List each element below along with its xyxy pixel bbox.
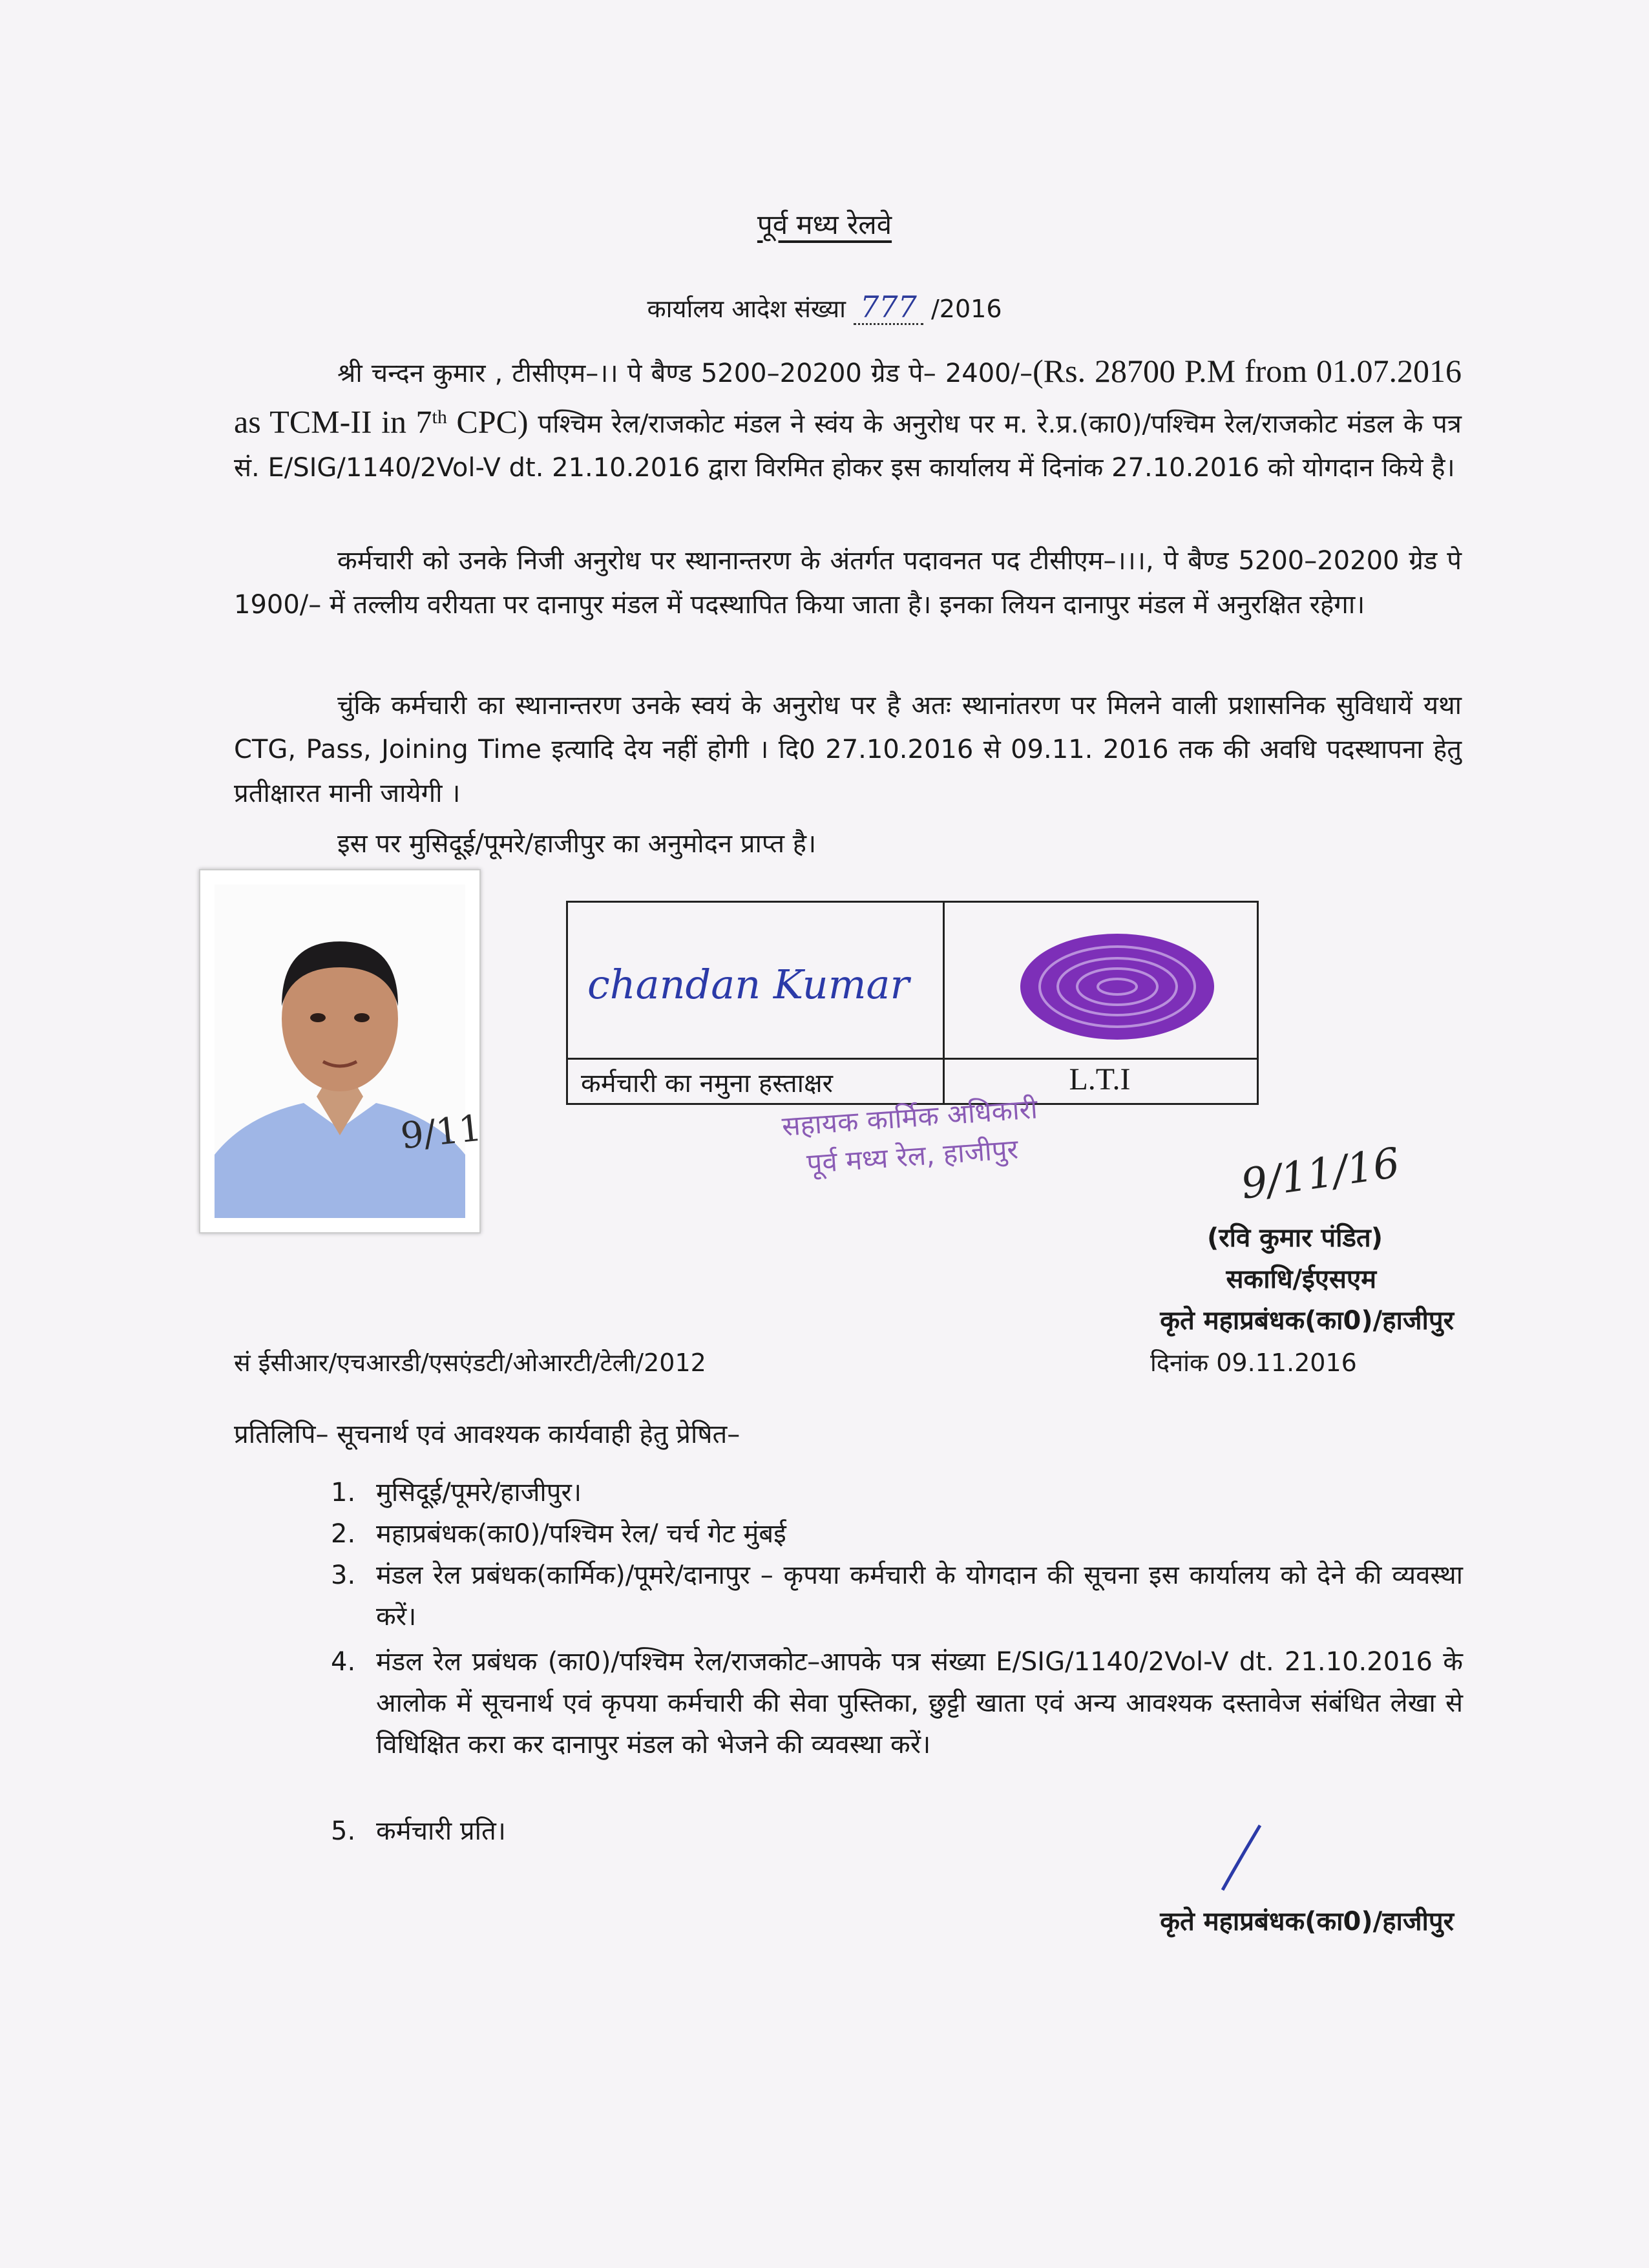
para1-part-b: (Rs. 28700 P.M from 01.07.2016 as TCM-II in 7 bbox=[234, 353, 1462, 440]
officer-signature: 9/11/16 bbox=[1238, 1139, 1403, 1209]
list-item-number: 5. bbox=[331, 1816, 356, 1846]
box-horizontal-divider bbox=[568, 1058, 1257, 1060]
paragraph-2: कर्मचारी को उनके निजी अनुरोध पर स्थानान्तरण के अंतर्गत पदावनत पद टीसीएम–।।।, पे बैण्ड 5200–20200 ग्रेड पे 1900/– में तल्लीय वरीयता पर दानापुर मंडल में पदस्थापित किया जाता है। इनका लियन दानापुर मंडल में अनुरक्षित रहेगा। bbox=[234, 546, 1462, 620]
list-item-text: मंडल रेल प्रबंधक (का0)/पश्चिम रेल/राजकोट–आपके पत्र संख्या E/SIG/1140/2Vol-V dt. 21.10.2016 के आलोक में सूचनार्थ एवं कृपया कर्मचारी की सेवा पुस्तिका, छुट्टी खाता एवं अन्य आवश्यक दस्तावेज संबंधित लेखा से विधिक्षित करा कर दानापुर मंडल को भेजने की व्यवस्था करें। bbox=[376, 1647, 1463, 1759]
list-item bbox=[331, 1555, 1463, 1637]
specimen-box bbox=[566, 901, 1259, 1105]
copy-to-heading: प्रतिलिपि– सूचनार्थ एवं आवश्यक कार्यवाही हेतु प्रेषित– bbox=[234, 1420, 740, 1449]
footer-signatory-office: कृते महाप्रबंधक(का0)/हाजीपुर bbox=[1160, 1907, 1454, 1937]
portrait-image bbox=[200, 870, 479, 1232]
footer-signature-mark bbox=[1215, 1822, 1266, 1896]
signatory-name: (रवि कुमार पंडित) bbox=[1206, 1223, 1383, 1253]
list-item-text: मुसिदूई/पूमरे/हाजीपुर। bbox=[376, 1478, 582, 1507]
order-number: 777 bbox=[860, 289, 917, 324]
list-item bbox=[331, 1641, 1463, 1807]
list-item-text: महाप्रबंधक(का0)/पश्चिम रेल/ चर्च गेट मुंबई bbox=[376, 1519, 786, 1549]
paragraph-4: इस पर मुसिदूई/पूमरे/हाजीपुर का अनुमोदन प्राप्त है। bbox=[337, 829, 817, 859]
list-item-text: मंडल रेल प्रबंधक(कार्मिक)/पूमरे/दानापुर – कृपया कर्मचारी के योगदान की सूचना इस कार्यालय को देने की व्यवस्था करें। bbox=[376, 1560, 1463, 1632]
reference-date: दिनांक 09.11.2016 bbox=[1150, 1349, 1357, 1377]
para1-part-a: श्री चन्दन कुमार , टीसीएम–।। पे बैण्ड 5200–20200 ग्रेड पे– 2400/– bbox=[337, 359, 1033, 388]
para1-sup: th bbox=[432, 406, 447, 428]
list-item-number: 3. bbox=[331, 1560, 356, 1590]
list-item bbox=[331, 1472, 1463, 1513]
para1-part-c: CPC) bbox=[446, 403, 529, 440]
specimen-signature: chandan Kumar bbox=[587, 961, 910, 1008]
para1-part-d: पश्चिम रेल/राजकोट मंडल ने स्वंय के अनुरोध पर म. रे.प्र.(का0)/पश्चिम रेल/राजकोट मंडल के पत्र सं. E/SIG/1140/2Vol-V dt. 21.10.2016 द्वारा विरमित होकर इस कार्यालय में दिनांक 27.10.2016 को योगदान किये है। bbox=[234, 409, 1462, 483]
signature-stroke-icon bbox=[1215, 1822, 1266, 1893]
lti-label: L.T.I bbox=[1069, 1062, 1131, 1097]
signatory-designation: सकाधि/ईएसएम bbox=[1226, 1265, 1376, 1294]
list-item-number: 2. bbox=[331, 1519, 356, 1549]
list-item bbox=[331, 1811, 1463, 1852]
fingerprint-icon bbox=[1014, 929, 1221, 1045]
order-number-line bbox=[0, 289, 1649, 325]
stamp-line-2: पूर्व मध्य रेल, हाजीपुर bbox=[805, 1133, 1020, 1180]
employee-photo bbox=[199, 869, 481, 1234]
thumb-impression bbox=[1014, 929, 1221, 1047]
order-label: कार्यालय आदेश संख्या bbox=[647, 295, 846, 323]
order-year: /2016 bbox=[931, 295, 1002, 323]
list-item-number: 1. bbox=[331, 1478, 356, 1507]
photo-attestation-initials: 9/11 bbox=[398, 1107, 484, 1158]
organization-title: पूर्व मध्य रेलवे bbox=[757, 209, 892, 240]
list-item-text: कर्मचारी प्रति। bbox=[376, 1816, 506, 1846]
paragraph-1 bbox=[234, 349, 1462, 490]
signatory-block bbox=[969, 1217, 1454, 1341]
paragraph-3: चुंकि कर्मचारी का स्थानान्तरण उनके स्वयं के अनुरोध पर है अतः स्थानांतरण पर मिलने वाली प्रशासनिक सुविधायें यथा CTG, Pass, Joining Time इत्यादि देय नहीं होगी । दि0 27.10.2016 से 09.11. 2016 तक की अवधि पदस्थापना हेतु प्रतीक्षारत मानी जायेगी । bbox=[234, 691, 1462, 808]
reference-number: सं ईसीआर/एचआरडी/एसएंडटी/ओआरटी/टेली/2012 bbox=[234, 1349, 706, 1377]
signatory-office: कृते महाप्रबंधक(का0)/हाजीपुर bbox=[1160, 1306, 1454, 1336]
stamp-line-1: सहायक कार्मिक अधिकारी bbox=[781, 1093, 1039, 1142]
list-item bbox=[331, 1513, 1463, 1555]
specimen-label: कर्मचारी का नमुना हस्ताक्षर bbox=[581, 1069, 834, 1098]
list-item-number: 4. bbox=[331, 1647, 356, 1677]
